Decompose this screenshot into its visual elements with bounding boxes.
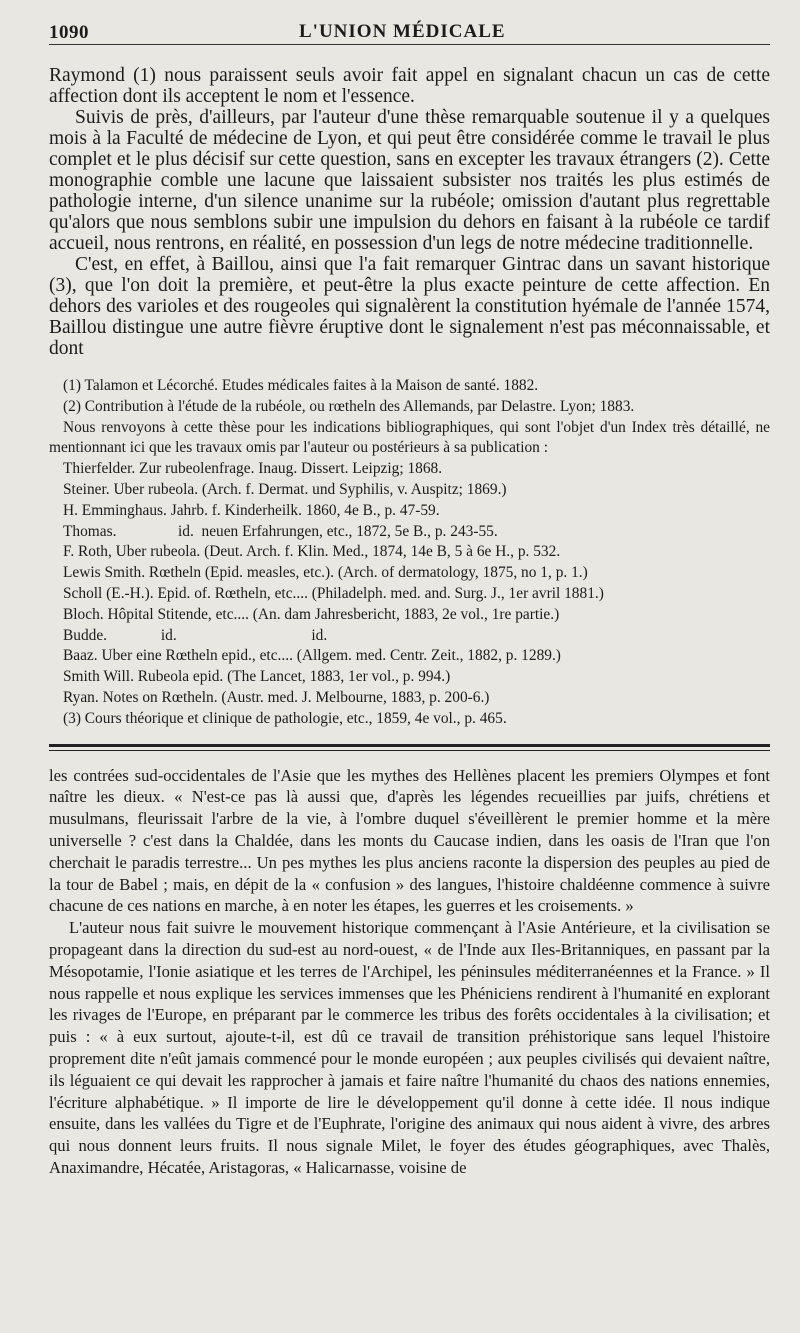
running-title: L'UNION MÉDICALE — [299, 21, 506, 42]
paragraph: Suivis de près, d'ailleurs, par l'auteur d'une thèse remarquable soutenue il y a quelques mois à la Faculté de médecine de Lyon, et qui peut être considérée comme le travail le plus complet et le plus décisif sur cette question, sans en excepter les travaux étrangers (2). Cette monographie comble une lacune que laissaient subsister nos traités les plus estimés de pathologie interne, d'un silence unanime sur la rubéole; omission d'autant plus regrettable qu'alors que nous semblons subir une impulsion du dehors en faisant à la rubéole ce tardif accueil, nous rentrons, en réalité, en possession d'un legs de notre médecine traditionnelle. — [49, 107, 770, 254]
reference-item: Steiner. Uber rubeola. (Arch. f. Dermat. und Syphilis, v. Auspitz; 1869.) — [63, 480, 507, 498]
footnote-2: (2) Contribution à l'étude de la rubéole, ou rœtheln des Allemands, par Delastre. Lyon; 1883. — [63, 397, 635, 415]
reference-item: Budde. id. id. — [63, 626, 328, 644]
reference-item: Scholl (E.-H.). Epid. of. Rœtheln, etc.... (Philadelph. med. and. Surg. J., 1er avril 1881.) — [63, 584, 604, 602]
reference-item: Thomas. id. neuen Erfahrungen, etc., 1872, 5e B., p. 243-55. — [63, 522, 498, 540]
article-text-top — [49, 65, 770, 359]
reference-item: Thierfelder. Zur rubeolenfrage. Inaug. Dissert. Leipzig; 1868. — [63, 460, 443, 478]
footnotes — [49, 376, 770, 730]
paragraph: Raymond (1) nous paraissent seuls avoir fait appel en signalant chacun un cas de cette affection dont ils acceptent le nom et l'essence. — [49, 65, 770, 107]
reference-item: Ryan. Notes on Rœtheln. (Austr. med. J. Melbourne, 1883, p. 200-6.) — [63, 688, 490, 706]
section-divider — [49, 744, 770, 751]
paragraph: les contrées sud-occidentales de l'Asie que les mythes des Hellènes placent les premiers Olympes et font naître les dieux. « N'est-ce pas là aussi que, d'après les légendes recueillies par juifs, chrétiens et musulmans, fleurissait l'arbre de la vie, à l'ombre duquel s'éveillèrent le premier homme et la mère universelle ? c'est dans la Chaldée, dans les monts du Caucase indien, dans les oasis de l'Iran que l'on cherchait le paradis terrestre... Un pes mythes les plus anciens raconte la dispersion des peuples au pied de la tour de Babel ; mais, en dépit de la « confusion » des langues, l'histoire chaldéenne commence à suivre chacune de ces nations en marche, à en noter les étapes, les guerres et les croisements. » — [49, 765, 770, 916]
reference-item: F. Roth, Uber rubeola. (Deut. Arch. f. Klin. Med., 1874, 14e B, 5 à 6e H., p. 532. — [63, 543, 561, 561]
reference-list — [49, 459, 770, 709]
article-text-bottom — [49, 765, 770, 1179]
reference-item: Smith Will. Rubeola epid. (The Lancet, 1883, 1er vol., p. 994.) — [63, 668, 451, 686]
page-header — [49, 0, 770, 45]
reference-item: Lewis Smith. Rœtheln (Epid. measles, etc.). (Arch. of dermatology, 1875, no 1, p. 1.) — [63, 564, 588, 582]
reference-item: H. Emminghaus. Jahrb. f. Kinderheilk. 1860, 4e B., p. 47-59. — [63, 501, 440, 519]
paragraph: L'auteur nous fait suivre le mouvement historique commençant à l'Asie Antérieure, et la civilisation se propageant dans la direction du sud-est au nord-ouest, « de l'Inde aux Iles-Britanniques, en passant par la Mésopotamie, l'Ionie asiatique et les terres de l'Archipel, les péninsules méditerranéennes et la France. » Il nous rappelle et nous explique les services immenses que les Phéniciens rendirent à l'humanité en explorant les rivages de l'Europe, en préparant par le commerce les tribus des forêts occidentales à la civilisation; et puis : « à eux surtout, ajoute-t-il, est dû ce travail de transition préhistorique sans lequel l'histoire proprement dite n'eût jamais commencé pour le monde européen ; aux peuples civilisés qui devaient naître, ils léguaient ce qui devait les rapprocher à jamais et faire naître l'humanité du chaos des nations ennemies, l'écriture alphabétique. » Il importe de lire le développement qu'il donne à cette idée. Il nous indique ensuite, dans les vallées du Tigre et de l'Euphrate, l'origine des animaux qui nous aident à vivre, des arbres qui nous donnent leurs fruits. Il nous signale Milet, le foyer des études géographiques, avec Thalès, Anaximandre, Hécatée, Aristagoras, « Halicarnasse, voisine de — [49, 918, 770, 1177]
footnote-1: (1) Talamon et Lécorché. Etudes médicales faites à la Maison de santé. 1882. — [63, 377, 539, 394]
paragraph: C'est, en effet, à Baillou, ainsi que l'a fait remarquer Gintrac dans un savant historique (3), que l'on doit la première, et peut-être la plus exacte peinture de cette affection. En dehors des varioles et des rougeoles qui signalèrent la constitution hyémale de l'année 1574, Baillou distingue une autre fièvre éruptive dont le signalement n'est pas méconnaissable, et dont — [49, 254, 770, 359]
reference-item: Bloch. Hôpital Stitende, etc.... (An. dam Jahresbericht, 1883, 2e vol., 1re partie.) — [63, 605, 560, 623]
footnote-2-note: Nous renvoyons à cette thèse pour les indications bibliographiques, qui sont l'objet d'un Index très détaillé, ne mentionnant ici que les travaux omis par l'auteur ou postérieurs à sa publication : — [49, 418, 770, 457]
reference-item: Baaz. Uber eine Rœtheln epid., etc.... (Allgem. med. Centr. Zeit., 1882, p. 1289.) — [63, 647, 561, 665]
page-number: 1090 — [49, 22, 89, 43]
footnote-3: (3) Cours théorique et clinique de pathologie, etc., 1859, 4e vol., p. 465. — [63, 709, 507, 727]
